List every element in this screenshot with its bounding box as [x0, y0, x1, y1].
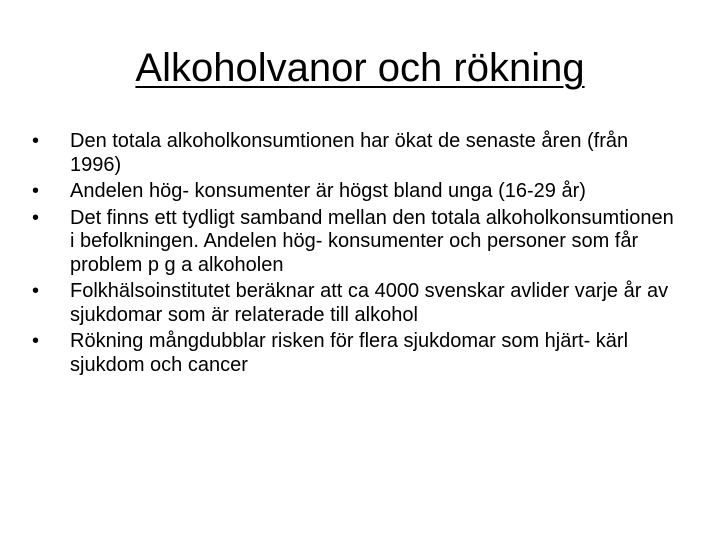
bullet-text: Rökning mångdubblar risken för flera sjukdomar som hjärt- kärl sjukdom och cancer [70, 330, 629, 376]
bullet-item [32, 130, 682, 177]
bullet-marker: • [32, 330, 40, 352]
bullet-marker: • [32, 130, 40, 152]
slide-title: Alkoholvanor och rökning [135, 46, 585, 90]
bullet-marker: • [32, 280, 40, 302]
bullet-marker: • [32, 180, 40, 202]
bullet-item [32, 180, 682, 204]
bullet-text: Den totala alkoholkonsumtionen har ökat de senaste åren (från 1996) [70, 130, 629, 176]
bullet-list [32, 130, 682, 380]
bullet-marker: • [32, 206, 40, 229]
bullet-item [32, 280, 682, 327]
bullet-item [32, 207, 682, 278]
bullet-item [32, 330, 682, 377]
bullet-text: Det finns ett tydligt samband mellan den totala alkoholkonsumtionen i befolkningen. Andelen hög- konsumenter och personer som får problem p g a alkoholen [70, 206, 674, 276]
bullet-text: Andelen hög- konsumenter är högst bland unga (16-29 år) [70, 180, 586, 202]
bullet-text: Folkhälsoinstitutet beräknar att ca 4000 svenskar avlider varje år av sjukdomar som är relaterade till alkohol [70, 280, 669, 326]
